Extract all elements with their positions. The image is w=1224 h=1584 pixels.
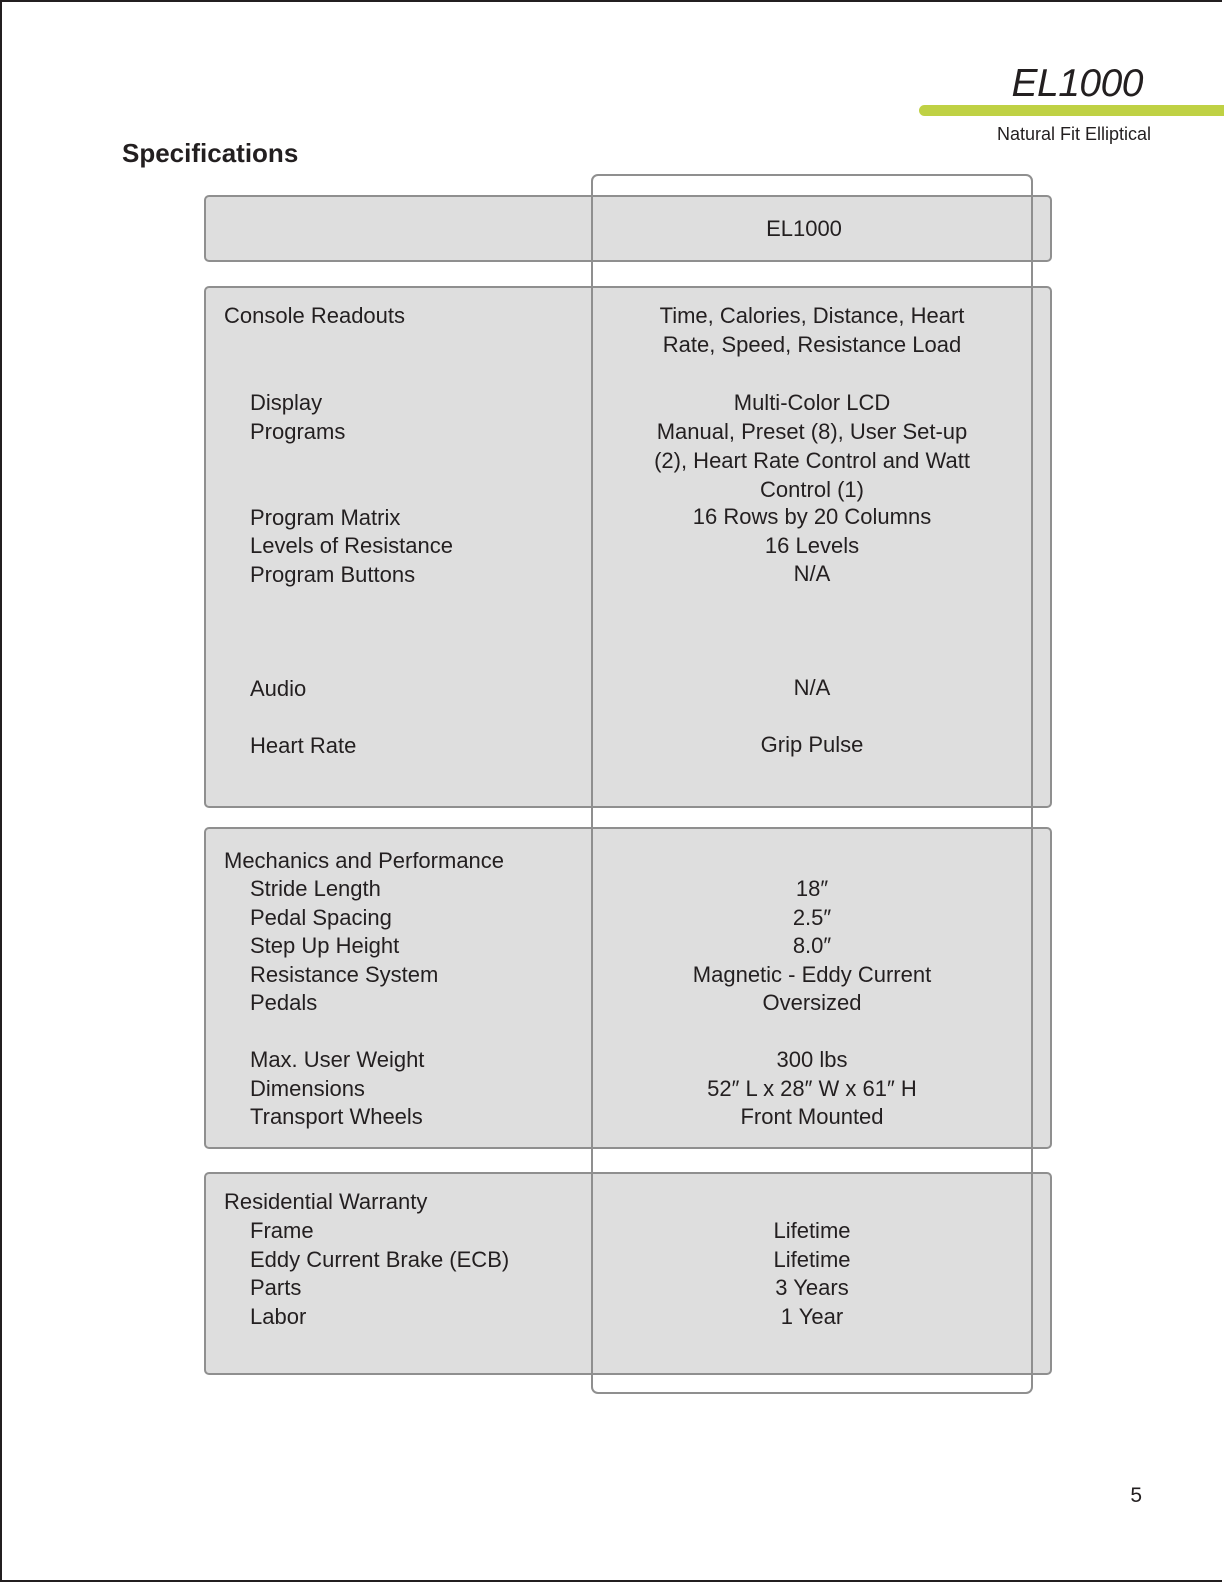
spec-label: Step Up Height — [250, 933, 400, 958]
spec-value: N/A — [793, 675, 831, 700]
header-model-name: EL1000 — [1011, 62, 1143, 105]
console-readouts-value: Time, Calories, Distance, Heart Rate, Speed, Resistance Load — [659, 303, 965, 357]
spec-label: Frame — [250, 1218, 314, 1243]
page-number: 5 — [1130, 1484, 1142, 1507]
header-subtitle: Natural Fit Elliptical — [996, 124, 1151, 144]
spec-value: Magnetic - Eddy Current — [692, 962, 932, 987]
spec-value: Front Mounted — [740, 1104, 884, 1129]
spec-label: Pedal Spacing — [250, 905, 392, 930]
spec-label: Stride Length — [250, 876, 381, 901]
spec-label: Labor — [250, 1304, 307, 1329]
spec-value: 18″ — [795, 876, 829, 901]
console-section-title: Console Readouts — [224, 303, 406, 328]
spec-label: Pedals — [250, 990, 318, 1015]
spec-label: Display — [250, 390, 323, 415]
spec-label: Dimensions — [250, 1076, 365, 1101]
spec-value: Oversized — [762, 990, 862, 1015]
page-title: Specifications — [122, 138, 299, 168]
spec-label: Parts — [250, 1275, 302, 1300]
spec-value: 1 Year — [780, 1304, 844, 1329]
spec-label: Program Matrix — [250, 505, 401, 530]
spec-label: Eddy Current Brake (ECB) — [250, 1247, 510, 1272]
spec-value: N/A — [793, 561, 831, 586]
spec-value: Multi-Color LCD — [733, 390, 891, 415]
spec-label: Transport Wheels — [250, 1104, 423, 1129]
header-accent-bar — [919, 105, 1224, 116]
column-header: EL1000 — [766, 216, 842, 241]
spec-value: Lifetime — [773, 1218, 851, 1243]
spec-label: Programs — [250, 419, 346, 444]
spec-value: 8.0″ — [792, 933, 832, 958]
spec-value: 300 lbs — [776, 1047, 848, 1072]
spec-value: 52″ L x 28″ W x 61″ H — [707, 1076, 917, 1101]
spec-label: Resistance System — [250, 962, 439, 987]
spec-value: Grip Pulse — [760, 732, 864, 757]
spec-label: Levels of Resistance — [250, 533, 453, 558]
spec-value: Lifetime — [773, 1247, 851, 1272]
warranty-section-title: Residential Warranty — [224, 1189, 428, 1214]
spec-value: 16 Levels — [764, 533, 860, 558]
spec-value: 16 Rows by 20 Columns — [692, 504, 932, 529]
spec-value: 2.5″ — [792, 905, 832, 930]
spec-value: 3 Years — [775, 1275, 849, 1300]
spec-label: Program Buttons — [250, 562, 416, 587]
spec-label: Audio — [250, 676, 307, 701]
spec-label: Max. User Weight — [250, 1047, 425, 1072]
spec-value: Manual, Preset (8), User Set-up (2), Heart Rate Control and Watt Control (1) — [654, 419, 970, 502]
spec-label: Heart Rate — [250, 733, 357, 758]
mechanics-section-title: Mechanics and Performance — [224, 848, 505, 873]
